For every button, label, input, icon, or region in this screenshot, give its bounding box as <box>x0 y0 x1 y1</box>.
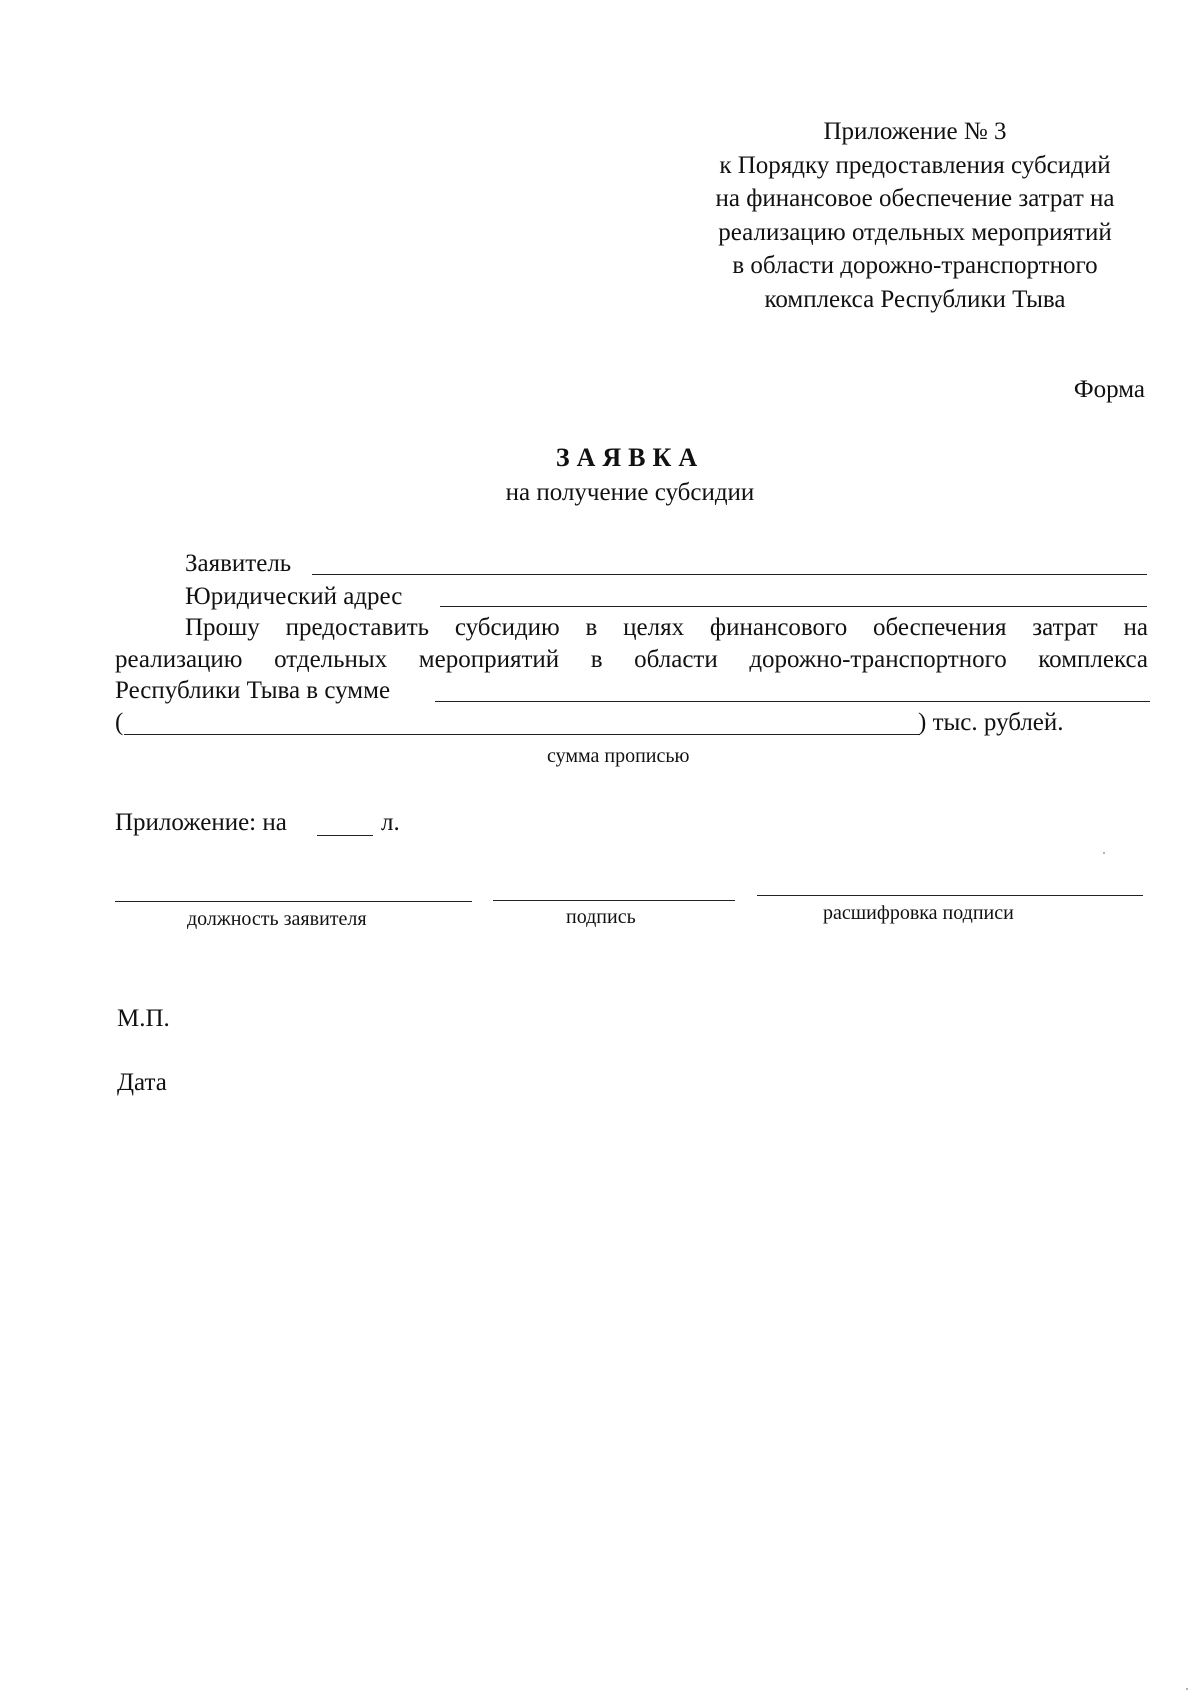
legal-address-label: Юридический адрес <box>185 583 403 610</box>
currency-text: ) тыс. рублей. <box>918 709 1064 736</box>
appendix-line: на финансовое обеспечение затрат на <box>715 185 1115 212</box>
scan-speck <box>1186 1688 1188 1690</box>
attachment-label: Приложение: на <box>115 809 287 836</box>
document-subtitle: на получение субсидии <box>505 479 755 506</box>
decoding-caption: расшифровка подписи <box>823 902 1014 924</box>
appendix-line: Приложение № 3 <box>823 118 1007 145</box>
position-caption: должность заявителя <box>187 908 367 930</box>
appendix-line: в области дорожно-транспортного <box>732 252 1098 279</box>
amount-field[interactable] <box>435 701 1150 702</box>
applicant-label: Заявитель <box>185 550 292 577</box>
applicant-field[interactable] <box>312 574 1147 575</box>
amount-in-words-caption: сумма прописью <box>547 745 690 767</box>
legal-address-field[interactable] <box>440 606 1147 607</box>
appendix-line: комплекса Республики Тыва <box>764 285 1066 313</box>
appendix-line: реализацию отдельных мероприятий <box>718 218 1112 246</box>
signature-caption: подпись <box>566 906 636 928</box>
date-label: Дата <box>117 1069 167 1096</box>
open-paren: ( <box>115 709 124 736</box>
request-line-3: Республики Тыва в сумме <box>115 677 391 704</box>
request-line-1: Прошу предоставить субсидию в целях финансового обеспечения затрат на <box>185 614 1148 641</box>
signature-decoding-field[interactable] <box>757 895 1143 896</box>
amount-in-words-field[interactable] <box>124 734 920 735</box>
form-label: Форма <box>1073 376 1145 403</box>
attachment-suffix: л. <box>381 809 400 836</box>
appendix-line: к Порядку предоставления субсидий <box>719 151 1111 179</box>
appendix-header <box>660 115 1170 316</box>
scan-speck <box>1103 852 1105 854</box>
signature-field[interactable] <box>493 900 735 901</box>
stamp-label: М.П. <box>117 1005 170 1032</box>
attachment-pages-field[interactable] <box>317 835 373 836</box>
document-title: ЗАЯВКА <box>555 443 705 472</box>
request-line-2: реализацию отдельных мероприятий в области дорожно-транспортного комплекса <box>115 646 1148 673</box>
applicant-position-field[interactable] <box>115 901 472 902</box>
